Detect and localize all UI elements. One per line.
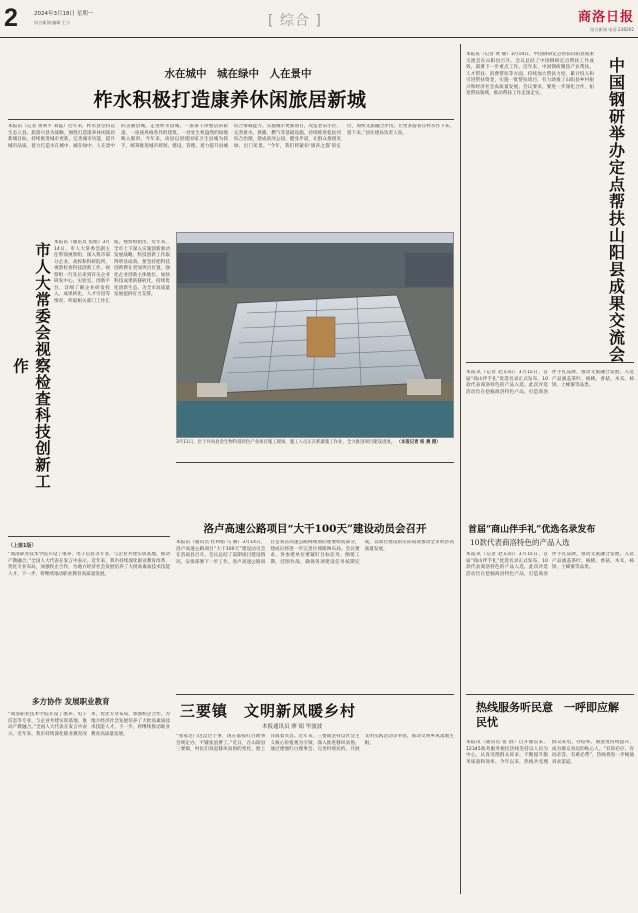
hotline-body: 本报讯（通讯员 张 群）自开通以来，12345政务服务便民热线坚持以人民为中心，认真受理群众诉求，不断提升服务质量和效率。今年以来，热线共受理群众来电，办结率、满意度持续提升，成为群众身边的贴心人。“有诉必应、有问必答、有难必帮”，热线将进一步畅通诉求渠道。 (466, 740, 634, 765)
section-label-text: 综合 (279, 13, 310, 29)
main-story-body: 本报讯（记者 黄利平 刘磊）近年来，柞水县坚持以生态立县、旅游兴县为战略，围绕打造康养休闲旅居新城目标，持续推进城市更新，完善城市功能，提升城市品质，着力打造水在城中、城在绿中、人在景中的美丽县城。走进柞水县城，一条条干净整洁的街道、一座座风格各异的建筑、一处处生机盎然的绿地映入眼帘。今年来，该县以创建国家卫生县城为抓手，统筹推进城市规划、建设、管理，着力提升县城综合承载能力。实施城市更新项目，改造老旧小区，完善排水、供暖、燃气等基础设施，持续推进乾佑河综合治理，建成滨河公园、健身步道，让群众推窗见绿、出门见景。“今年，我们将紧扣‘康养之都’的定位，加快文旅融合步伐，让更多游客在柞水住下来、留下来。”县住建局负责人说。 (8, 124, 454, 149)
edition-info: 综合新闻·编辑 王小 (34, 20, 71, 25)
right-story-headline (597, 50, 635, 370)
main-story-headline: 柞水积极打造康养休闲旅居新城 (93, 89, 367, 111)
left-story-headline (11, 236, 52, 496)
photo-caption-text: 3月11日，位于丹凤县金生物科技特色产业项目施工现场，施工人员正在抓紧施工作业，全力推进项目建设进度。 (176, 440, 396, 445)
left-bottom-rule (8, 536, 170, 537)
left-bottom-body-text: “商洛职业技术学院开设了康养、电子信息等专业，与企业共建实训基地，推动产教融合。”全国人大代表在发言中表示。近年来，我市持续深化职业教育改革，优化专业布局，加强校企合作，为地方经济社会发展培养了大批高素质技术技能人才。下一步，将继续推动职业教育高质量发展。 (8, 552, 170, 577)
left-story-body: 本报讯（通讯员 焦娟）3月14日，市人大常委会副主任带领视察组，深入我市部分企业、高校和科研院所，视察检查科技创新工作。视察组一行先后来到有关企业研发中心、实验室、创新平台，详细了解企业研发投入、成果转化、人才引进等情况，听取相关部门工作汇报。视察组指出，近年来，全市上下深入实施创新驱动发展战略，科技创新工作取得明显成效。要坚持把科技创新摆在更加突出位置，强化企业创新主体地位，加快科技成果转移转化，持续优化创新生态，为全市高质量发展提供有力支撑。 (54, 240, 170, 304)
left-bottom-body-b (8, 712, 170, 902)
bottom-story-rule (176, 694, 454, 695)
products-body: 本报讯（记者 赵东阳）3月15日，首届“商山伴手礼”优选名录正式发布，10款代表商洛特色的产品入选。此次评选活动旨在挖掘商洛特色产品，打造商洛伴手礼品牌，推动文旅融合发展。入选产品涵盖茶叶、核桃、香菇、木耳、柿饼、土蜂蜜等品类。 (466, 370, 634, 395)
continued-note: （上接1版） (8, 543, 37, 549)
luonan-headline: 洛卢高速公路项目“大干100天”建设动员会召开 (203, 523, 427, 535)
main-story-rule (8, 119, 454, 120)
right-story-headline-text: 中国钢研举办定点帮扶山阳县成果交流会 (606, 57, 626, 363)
products-subhead: 10款代表商洛特色的产品入选 (470, 538, 570, 547)
luonan-body: 本报讯（通讯员 杜利娟 马 腾）3月14日，洛卢高速公路项目“大干100天”建设动员会在洛南县召开。会议总结了前期项目建设情况，安排部署下一步工作。洛卢高速公路项目是我省高速公路网规划的重要组成部分，建成后将进一步完善区域路网布局。会议要求，各参建单位要紧盯目标任务，倒排工期，挂图作战，确保各项建设任务按期完成，以项目建设的实际成效推动全市经济高质量发展。 (176, 540, 454, 565)
left-bottom-subhead: 多方协作 发展职业教育 (32, 697, 110, 706)
left-bottom-body-b-text: “商洛职业技术学院开设了康养、电子信息等专业，与企业共建实训基地，推动产教融合。”全国人大代表在发言中表示。近年来，我市持续深化职业教育改革，优化专业布局，加强校企合作，为地方经济社会发展培养了大批高素质技术技能人才。下一步，将继续推动职业教育高质量发展。 (8, 712, 170, 737)
bottom-story-body: “我家过门这边过个事，现在都按红白理事会规定办，不铺张浪费了。”近日，在山阳县三要镇，村民们说起移风易俗的变化，脸上洋溢着笑容。近年来，三要镇坚持以社会主义核心价值观为引领，深入推进移风易俗，通过建强红白理事会、完善村规民约、开展文明实践活动等举措，推动文明乡风落地生根。 (176, 734, 454, 752)
photo-credit: （本报记者 杨 晨 摄） (396, 440, 441, 445)
hotline-rule (466, 694, 634, 695)
issue-date: 2024年3月18日 星期一 (34, 11, 94, 17)
construction-photo-image (177, 233, 454, 438)
right-column-divider (460, 44, 461, 894)
left-bottom-body-a (8, 552, 170, 692)
products-headline: 首届“商山伴手礼”优选名录发布 (468, 525, 596, 535)
luonan-rule (176, 462, 454, 463)
photo-caption (176, 440, 454, 446)
bottom-story-byline: 本报通讯员 廖 娟 毕波波 (262, 724, 323, 730)
products-rule (466, 362, 634, 363)
right-story-body: 本报讯（记者 黄 丽）3月14日，中国钢研定点帮扶山阳县成果交流会在山阳县召开。会议总结了中国钢研定点帮扶工作成效，部署下一步重点工作。近年来，中国钢研聚焦产业帮扶、人才帮扶、消费帮扶等方面，持续加大帮扶力度，累计投入和引进帮扶资金，实施一批帮扶项目，有力助推了山阳县乡村振兴和经济社会高质量发展。会议要求，要进一步深化合作，拓宽帮扶领域，推动帮扶工作走深走实。 (466, 52, 594, 96)
bottom-story-headline: 三要镇 文明新风暖乡村 (180, 702, 357, 720)
masthead (0, 0, 638, 38)
page-number: 2 (4, 4, 18, 32)
hotline-headline: 热线服务听民意 一呼即应解民忧 (476, 701, 619, 729)
main-story-kicker: 水在城中 城在绿中 人在景中 (164, 68, 312, 80)
newspaper-logo: 商洛日报 (577, 10, 634, 25)
products-body-text: 本报讯（记者 赵东阳）3月15日，首届“商山伴手礼”优选名录正式发布，10款代表商洛特色的产品入选。此次评选活动旨在挖掘商洛特色产品，打造商洛伴手礼品牌，推动文旅融合发展。入选产品涵盖茶叶、核桃、香菇、木耳、柿饼、土蜂蜜等品类。 (466, 552, 634, 577)
products-body-continued (466, 552, 634, 678)
left-story-headline-text: 市人大常委会视察检查科技创新工作 (11, 242, 52, 490)
construction-photo (176, 232, 454, 438)
phone-info: 综合新闻 电话:238292 (590, 27, 634, 32)
section-label: [ 综合 ] (268, 13, 322, 29)
